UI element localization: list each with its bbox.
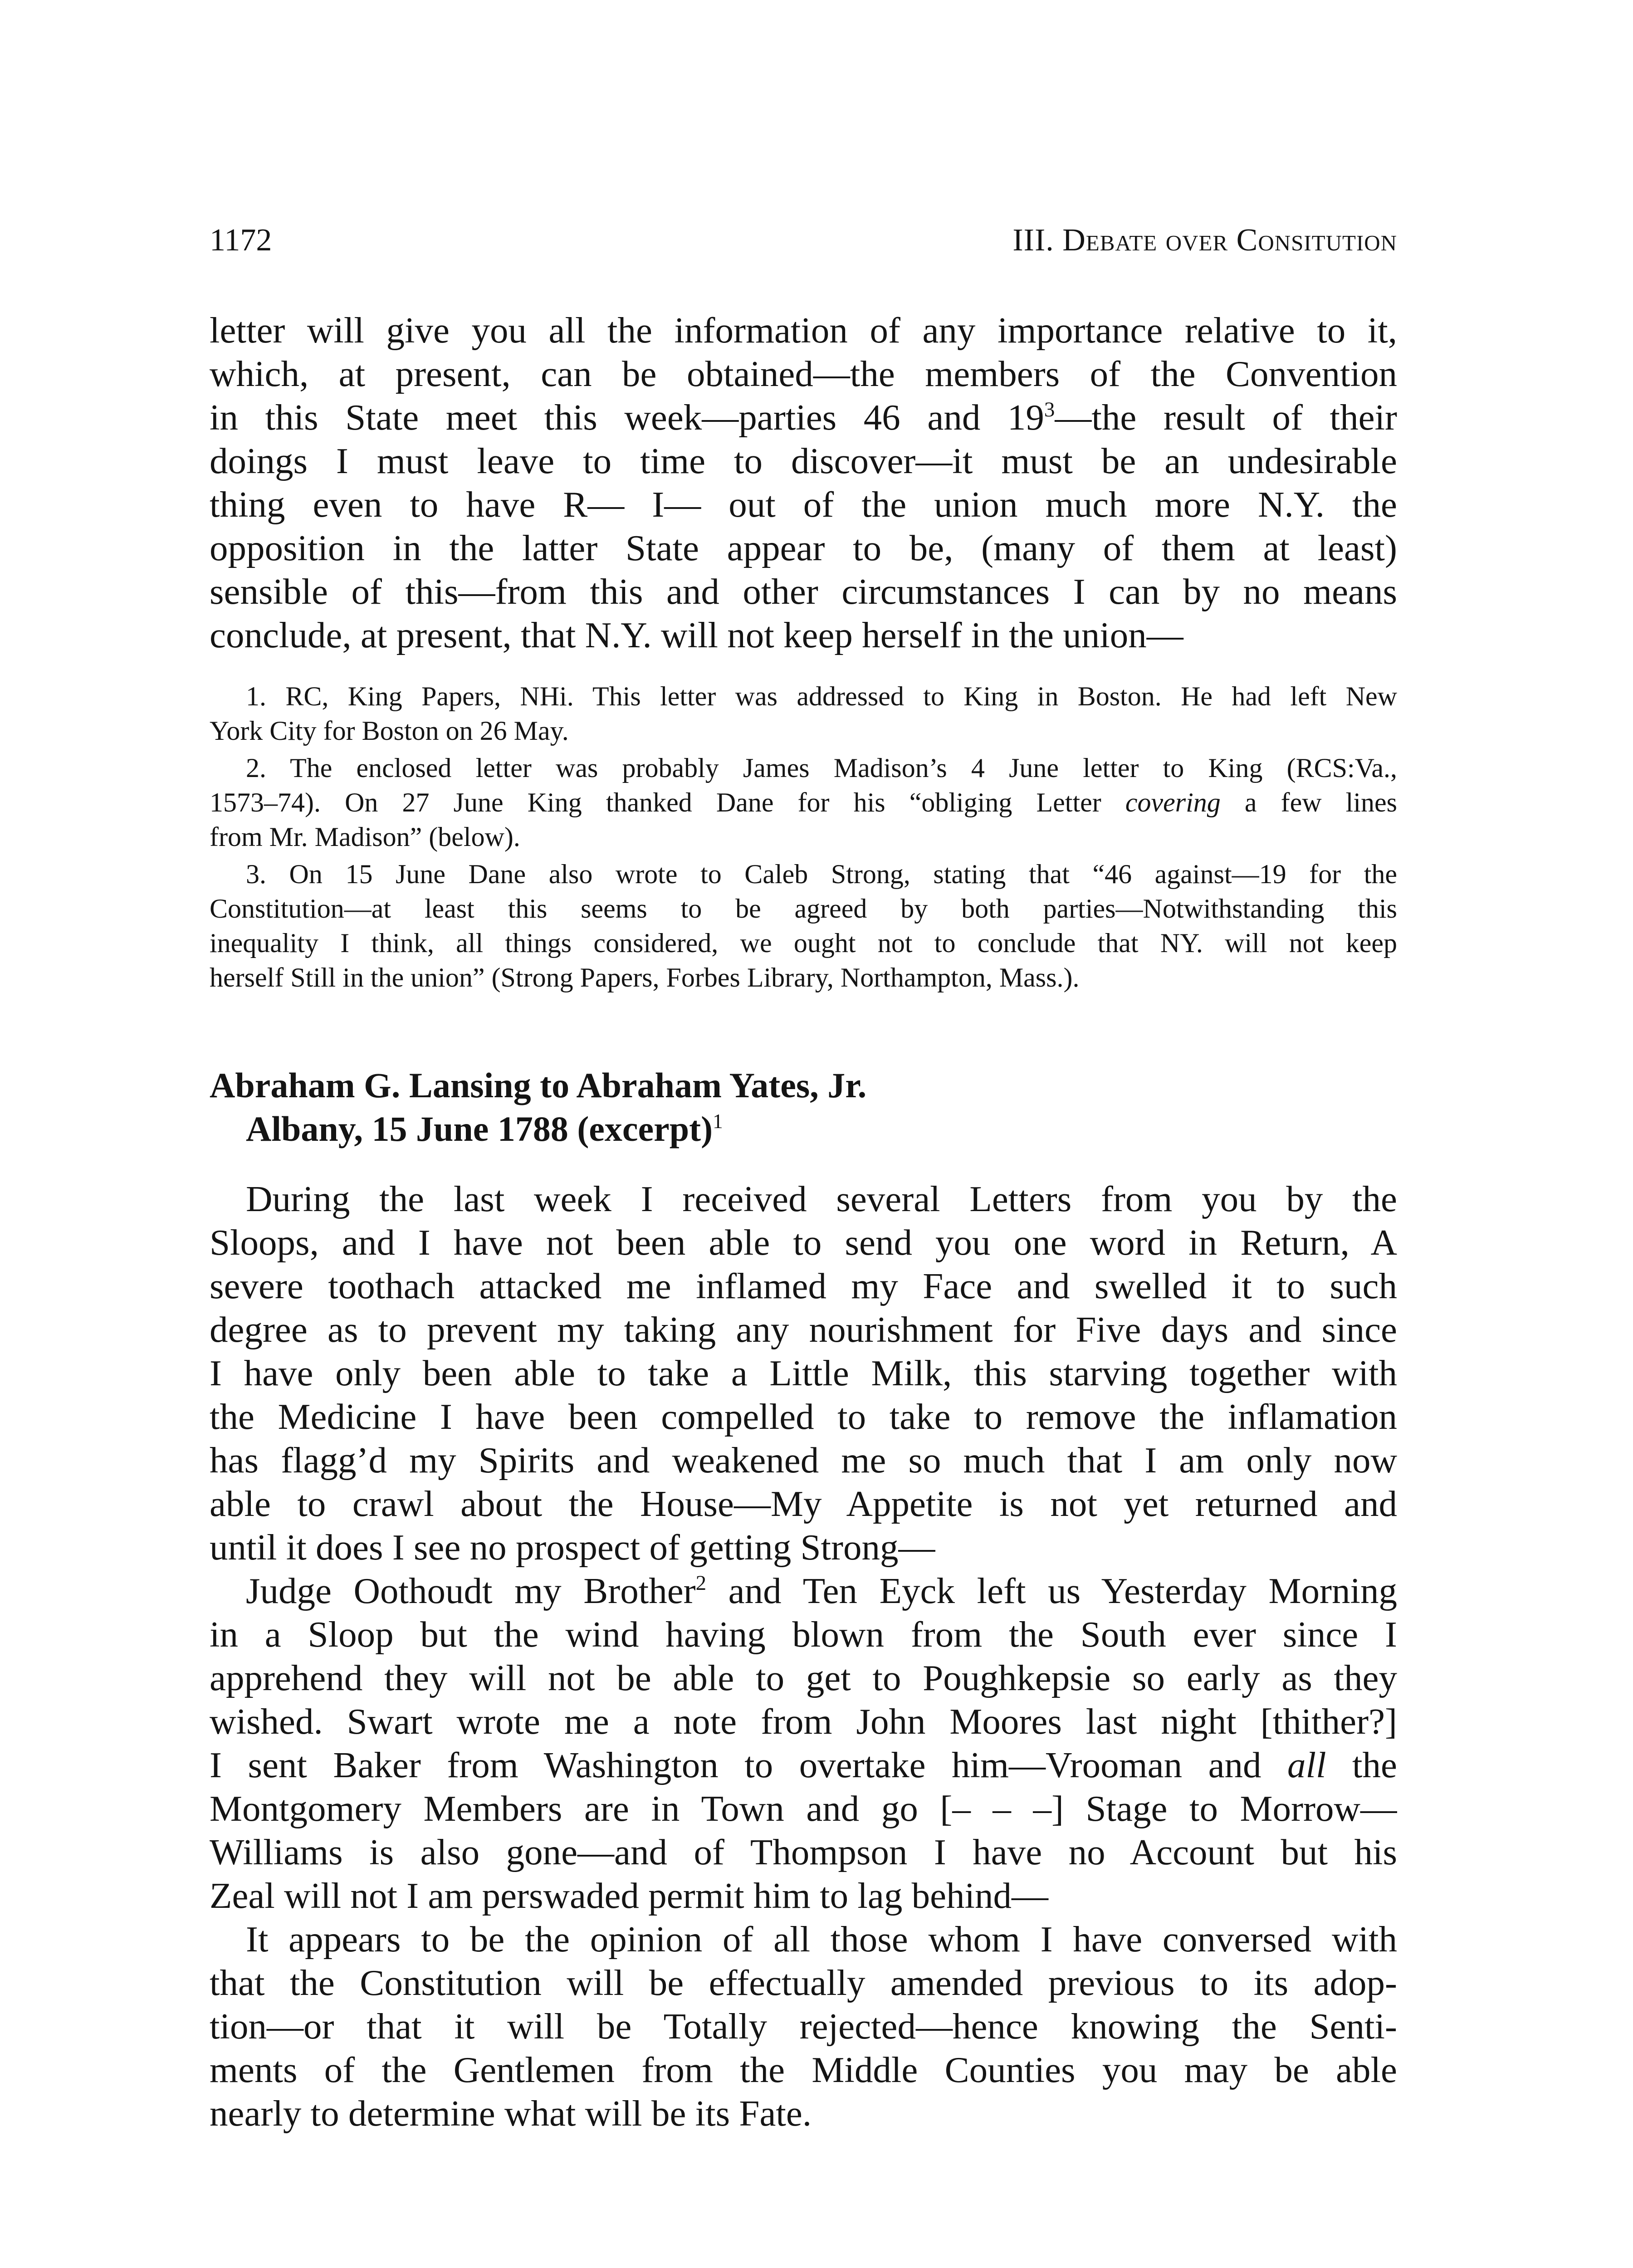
text-span: the [1326,1745,1397,1785]
letter-dateline [246,1107,1397,1151]
body-line: Zeal will not I am perswaded permit him to lag behind— [210,1875,1049,1916]
body-line: until it does I see no prospect of getting Strong— [210,1527,935,1568]
body-line: doings I must leave to time to discover—it must be an undesirable [210,440,1397,481]
body-line: apprehend they will not be able to get to Poughkepsie so early as they [210,1657,1397,1698]
body-line: letter will give you all the information of any importance relative to it, [210,310,1397,351]
body-line: opposition in the latter State appear to be, (many of them at least) [210,528,1397,568]
footnote-ref: 3 [1044,397,1055,421]
body-line: During the last week I received several Letters from you by the [246,1178,1397,1219]
page-number: 1172 [210,223,272,258]
italic-text: covering [1125,787,1221,817]
body-line: sensible of this—from this and other circumstances I can by no means [210,571,1397,612]
footnote-line: 2. The enclosed letter was probably James Madison’s 4 June letter to King (RCS:Va., [246,753,1397,783]
footnote-line: 1. RC, King Papers, NHi. This letter was addressed to King in Boston. He had left New [246,681,1397,711]
body-line [246,1569,1397,1613]
running-head [210,220,1397,261]
footnote-line: Constitution—at least this seems to be agreed by both parties—Notwithstanding this [210,894,1397,924]
text-span: —the result of their [1055,397,1397,438]
body-line [210,1743,1397,1787]
body-line: thing even to have R— I— out of the union much more N.Y. the [210,484,1397,525]
body-line: degree as to prevent my taking any nourishment for Five days and since [210,1309,1397,1350]
body-line: Sloops, and I have not been able to send you one word in Return, A [210,1222,1397,1263]
body-line: the Medicine I have been compelled to take to remove the inflamation [210,1396,1397,1437]
body-line: severe toothach attacked me inflamed my Face and swelled it to such [210,1266,1397,1306]
footnote-line: inequality I think, all things considered, we ought not to conclude that NY. will not keep [210,928,1397,958]
body-line: I have only been able to take a Little Milk, this starving together with [210,1353,1397,1393]
body-line: tion—or that it will be Totally rejected—hence knowing the Senti- [210,2006,1397,2047]
body-line: conclude, at present, that N.Y. will not keep herself in the union— [210,615,1183,655]
body-line [210,396,1397,439]
letter-heading: Abraham G. Lansing to Abraham Yates, Jr. [210,1066,867,1105]
footnote-line: herself Still in the union” (Strong Papers, Forbes Library, Northampton, Mass.). [210,963,1080,992]
italic-text: all [1287,1745,1326,1785]
body-line: ments of the Gentlemen from the Middle Counties you may be able [210,2049,1397,2090]
body-line: It appears to be the opinion of all those whom I have conversed with [246,1919,1397,1960]
section-title: III. Debate over Consitution [1012,223,1397,258]
footnote-ref: 1 [713,1110,723,1133]
text-span: Albany, 15 June 1788 (excerpt) [246,1109,713,1149]
text-span: and Ten Eyck left us Yesterday Morning [706,1570,1397,1611]
body-line: nearly to determine what will be its Fate. [210,2093,812,2134]
text-span: 1573–74). On 27 June King thanked Dane for his “obliging Letter [210,787,1125,817]
footnote-ref: 2 [695,1571,707,1595]
body-line: which, at present, can be obtained—the members of the Convention [210,353,1397,394]
footnote-line: 3. On 15 June Dane also wrote to Caleb Strong, stating that “46 against—19 for the [246,859,1397,889]
text-span: in this State meet this week—parties 46 and 19 [210,397,1044,438]
text-span: I sent Baker from Washington to overtake him—Vrooman and [210,1745,1288,1785]
footnote-line [210,785,1397,820]
body-line: wished. Swart wrote me a note from John Moores last night [thither?] [210,1701,1397,1742]
footnote-line: York City for Boston on 26 May. [210,716,569,746]
body-line: has flagg’d my Spirits and weakened me so much that I am only now [210,1440,1397,1481]
body-line: in a Sloop but the wind having blown from the South ever since I [210,1614,1397,1655]
body-line: able to crawl about the House—My Appetite is not yet returned and [210,1483,1397,1524]
footnote-line: from Mr. Madison” (below). [210,822,520,852]
body-line: that the Constitution will be effectually amended previous to its adop- [210,1962,1397,2003]
text-span: Judge Oothoudt my Brother [246,1570,696,1611]
body-line: Williams is also gone—and of Thompson I have no Account but his [210,1832,1397,1872]
body-line: Montgomery Members are in Town and go [– – –] Stage to Morrow— [210,1788,1397,1829]
text-span: a few lines [1220,787,1397,817]
